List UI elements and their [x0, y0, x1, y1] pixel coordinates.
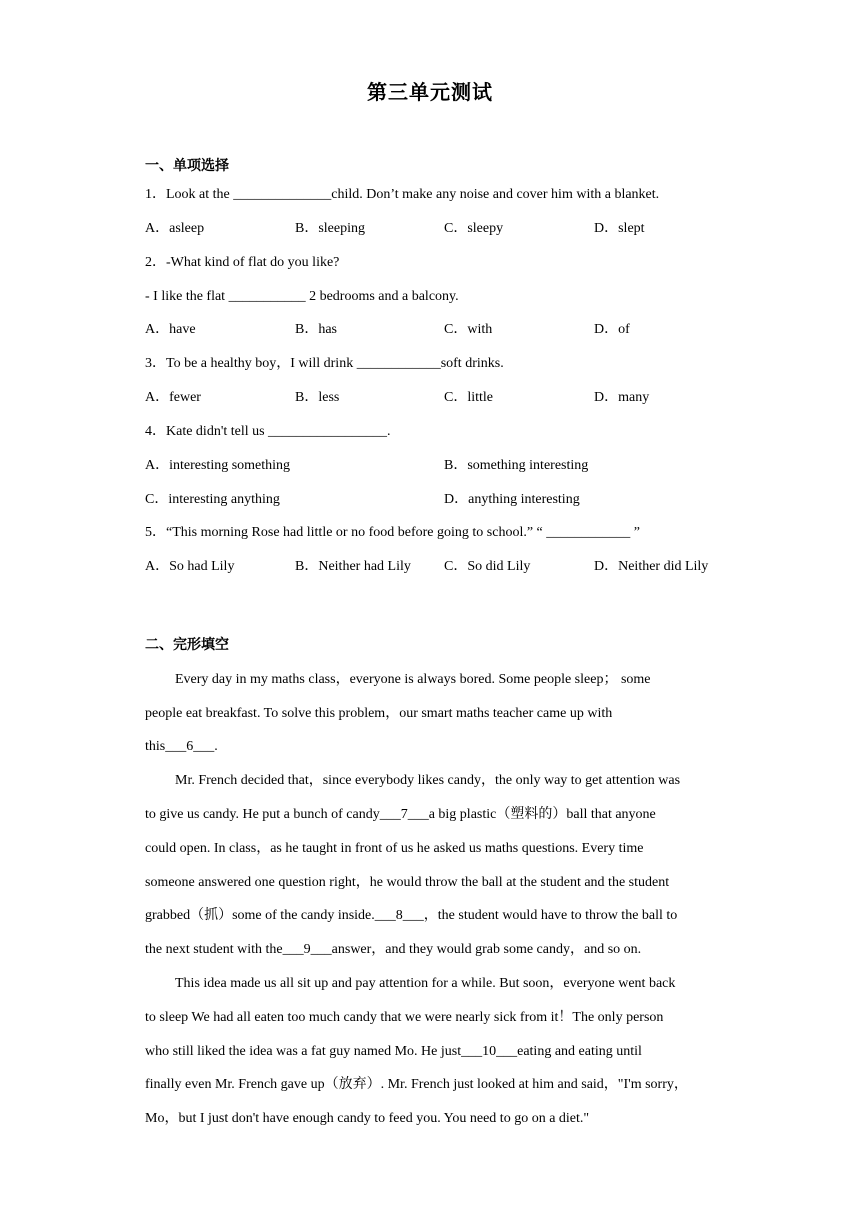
question-4-option-c: C．interesting anything	[145, 492, 280, 507]
question-1-option-c: C．sleepy	[444, 221, 504, 236]
passage-text: ，the student would have to throw the ball to	[423, 908, 678, 923]
question-4-stem: 4．Kate didn't tell us _________________.	[145, 424, 391, 439]
passage-text: to give us candy. He put a bunch of candy	[145, 807, 380, 822]
page-title: 第三单元测试	[367, 80, 493, 104]
question-1-text-b: child. Don’t make any noise and cover him with a blanket.	[331, 187, 660, 202]
question-1-option-d: D．slept	[594, 221, 645, 236]
passage-line: someone answered one question right，he would throw the ball at the student and the student	[145, 875, 670, 890]
passage-line: could open. In class，as he taught in front of us he asked us maths questions. Every time	[145, 841, 644, 856]
question-2-option-a: A．have	[145, 322, 196, 337]
blank-6: ___6___	[165, 739, 215, 754]
question-2-option-c: C．with	[444, 322, 493, 337]
question-3-option-a: A．fewer	[145, 390, 201, 405]
question-3-option-d: D．many	[594, 390, 650, 405]
question-1-option-a: A．asleep	[145, 221, 205, 236]
question-1-stem	[145, 185, 659, 205]
question-1-text-a: 1．Look at the	[145, 187, 234, 202]
question-3-option-b: B．less	[295, 390, 340, 405]
passage-line	[145, 940, 641, 960]
question-5-option-d: D．Neither did Lily	[594, 559, 709, 574]
question-1-option-b: B．sleeping	[295, 221, 365, 236]
passage-line	[145, 1042, 642, 1062]
question-4-option-a: A．interesting something	[145, 458, 291, 473]
section-heading-single-choice: 一、单项选择	[145, 158, 229, 174]
question-5-blank: ____________	[546, 525, 631, 540]
passage-line: Every day in my maths class，everyone is always bored. Some people sleep； some	[175, 672, 651, 687]
passage-line: people eat breakfast. To solve this problem，our smart maths teacher came up with	[145, 706, 613, 721]
passage-text: this	[145, 739, 166, 754]
passage-line: to sleep We had all eaten too much candy that we were nearly sick from it！The only person	[145, 1010, 664, 1025]
question-1-blank: ______________	[233, 187, 332, 202]
section-heading-cloze: 二、完形填空	[145, 637, 229, 653]
passage-text: grabbed（抓）some of the candy inside.	[145, 908, 375, 923]
question-5-stem	[145, 523, 640, 543]
blank-10: ___10___	[461, 1044, 518, 1059]
passage-text: the next student with the	[145, 942, 283, 957]
passage-line: finally even Mr. French gave up（放弃）. Mr. French just looked at him and said，"I'm sorry，	[145, 1077, 688, 1092]
passage-text: a big plastic（塑料的）ball that anyone	[428, 807, 656, 822]
passage-line	[145, 737, 218, 757]
passage-line	[145, 906, 677, 926]
passage-line: This idea made us all sit up and pay attention for a while. But soon，everyone went back	[175, 976, 676, 991]
question-4-option-d: D．anything interesting	[444, 492, 580, 507]
question-2-option-b: B．has	[295, 322, 337, 337]
passage-line	[145, 805, 656, 825]
passage-text: who still liked the idea was a fat guy named Mo. He just	[145, 1044, 462, 1059]
blank-9: ___9___	[282, 942, 332, 957]
blank-8: ___8___	[374, 908, 424, 923]
blank-7: ___7___	[379, 807, 429, 822]
passage-text: eating and eating until	[517, 1044, 642, 1059]
question-2-option-d: D．of	[594, 322, 630, 337]
question-5-text-a: 5．“This morning Rose had little or no food before going to school.” “	[145, 525, 547, 540]
question-3-option-c: C．little	[444, 390, 493, 405]
question-2-stem: 2．-What kind of flat do you like?	[145, 255, 340, 270]
question-3-stem: 3．To be a healthy boy，I will drink ____________soft drinks.	[145, 356, 504, 371]
question-5-option-b: B．Neither had Lily	[295, 559, 411, 574]
passage-text: answer，and they would grab some candy，and so on.	[331, 942, 642, 957]
question-5-text-b: ”	[630, 525, 640, 540]
question-2-stem-line2: - I like the flat ___________ 2 bedrooms and a balcony.	[145, 289, 459, 304]
passage-text: .	[214, 739, 218, 754]
question-5-option-c: C．So did Lily	[444, 559, 531, 574]
question-5-option-a: A．So had Lily	[145, 559, 235, 574]
passage-line: Mr. French decided that，since everybody likes candy，the only way to get attention was	[175, 773, 681, 788]
question-4-option-b: B．something interesting	[444, 458, 589, 473]
passage-line: Mo，but I just don't have enough candy to feed you. You need to go on a diet."	[145, 1111, 590, 1126]
